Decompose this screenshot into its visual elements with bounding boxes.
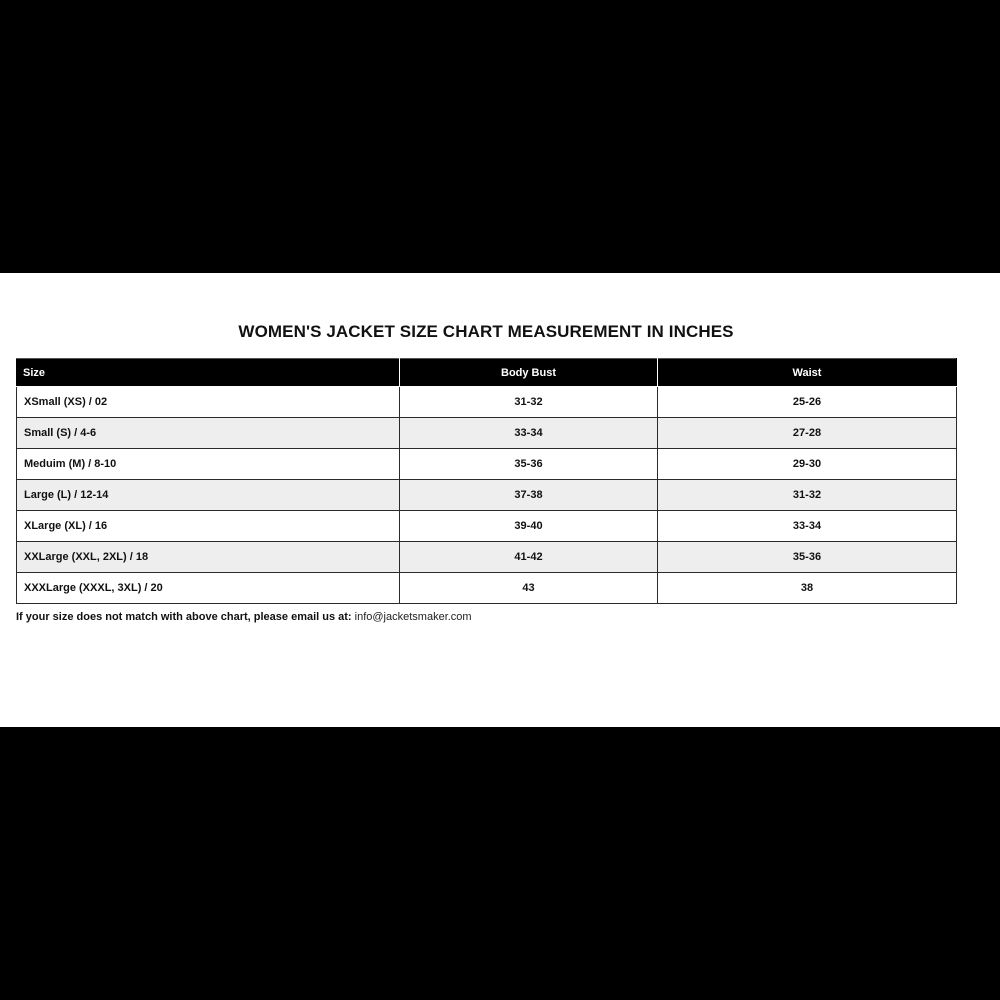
size-cell: XSmall (XS) / 02: [17, 387, 400, 418]
table-row: [17, 449, 957, 480]
size-cell: XLarge (XL) / 16: [17, 511, 400, 542]
waist-cell: 31-32: [658, 480, 957, 511]
contact-footnote: [16, 611, 472, 623]
body-bust-cell: 35-36: [400, 449, 658, 480]
waist-cell: 35-36: [658, 542, 957, 573]
waist-cell: 25-26: [658, 387, 957, 418]
waist-cell: 29-30: [658, 449, 957, 480]
body-bust-cell: 43: [400, 573, 658, 604]
table-row: [17, 573, 957, 604]
body-bust-cell: 33-34: [400, 418, 658, 449]
body-bust-cell: 37-38: [400, 480, 658, 511]
column-header-body-bust: Body Bust: [400, 359, 658, 387]
size-cell: XXLarge (XXL, 2XL) / 18: [17, 542, 400, 573]
body-bust-cell: 39-40: [400, 511, 658, 542]
waist-cell: 33-34: [658, 511, 957, 542]
table-row: [17, 480, 957, 511]
top-black-band: [0, 0, 1000, 273]
table-row: [17, 418, 957, 449]
body-bust-cell: 41-42: [400, 542, 658, 573]
table-row: [17, 387, 957, 418]
size-cell: Large (L) / 12-14: [17, 480, 400, 511]
column-header-size: Size: [17, 359, 400, 387]
waist-cell: 38: [658, 573, 957, 604]
column-header-waist: Waist: [658, 359, 957, 387]
table-header-row: [17, 359, 957, 387]
contact-email-link[interactable]: info@jacketsmaker.com: [354, 611, 472, 623]
bottom-black-band: [0, 727, 1000, 1000]
footnote-text: If your size does not match with above chart, please email us at:: [16, 611, 352, 623]
size-cell: Small (S) / 4-6: [17, 418, 400, 449]
waist-cell: 27-28: [658, 418, 957, 449]
size-cell: XXXLarge (XXXL, 3XL) / 20: [17, 573, 400, 604]
table-row: [17, 542, 957, 573]
table-row: [17, 511, 957, 542]
size-chart-table: [16, 358, 957, 604]
page-title: WOMEN'S JACKET SIZE CHART MEASUREMENT IN INCHES: [238, 322, 734, 341]
size-chart-panel: [0, 273, 1000, 727]
body-bust-cell: 31-32: [400, 387, 658, 418]
size-cell: Meduim (M) / 8-10: [17, 449, 400, 480]
